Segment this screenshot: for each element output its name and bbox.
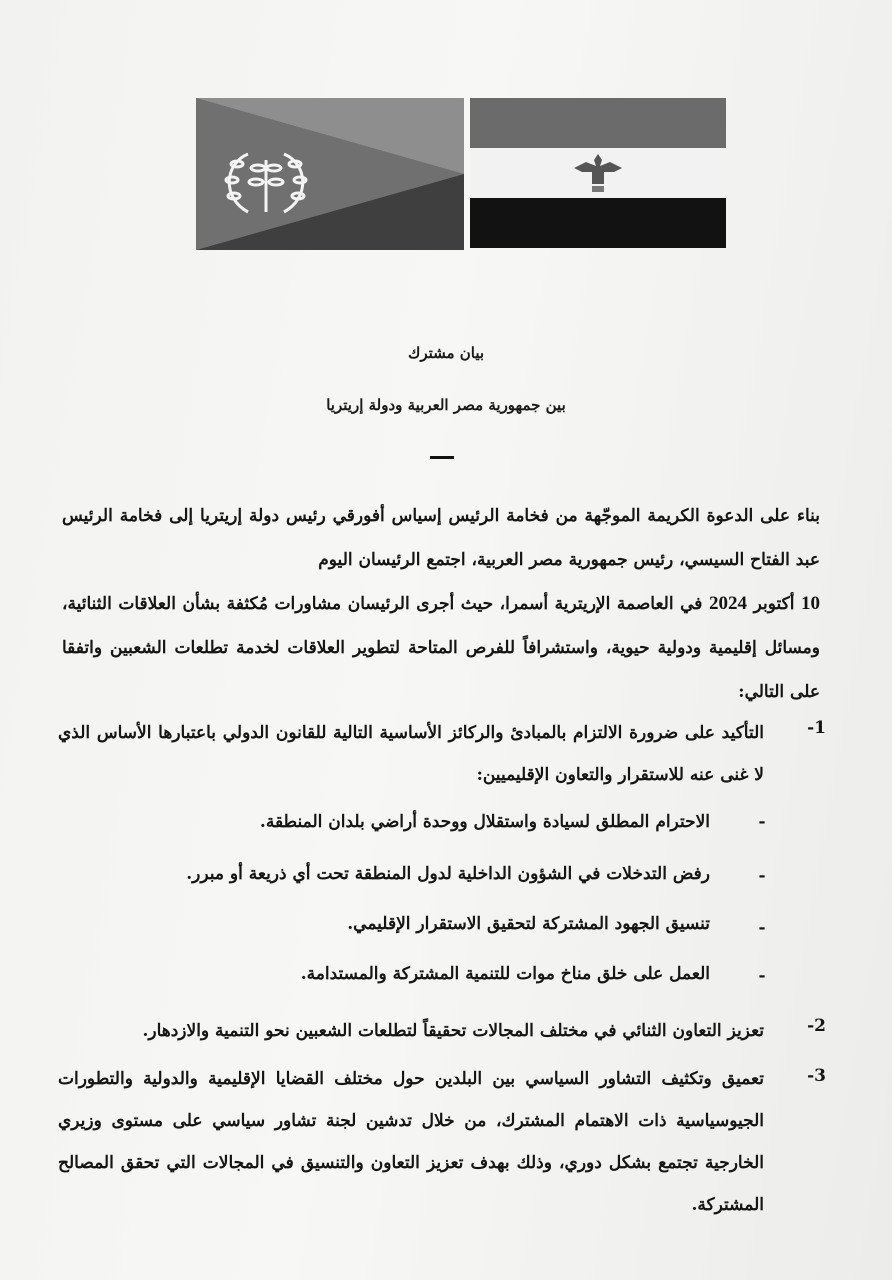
egypt-flag-icon <box>470 98 726 248</box>
item-text-3: تعميق وتكثيف التشاور السياسي بين البلدين حول مختلف القضايا الإقليمية والدولية والتطورات الجيوسياسية ذات الاهتمام المشترك، من خلال تدشين لجنة تشاور سياسي على مستوى وزيري الخارجية تجتمع بشكل دوري، وذلك بهدف تعزيز التعاون والتنسيق في المجالات التي تحقق المصالح المشتركة. <box>58 1069 764 1215</box>
intro-line1: بناء على الدعوة الكريمة الموجّهة من فخامة الرئيس إسياس أفورقي رئيس دولة إريتريا إلى فخامة الرئيس عبد الفتاح السيسي، رئيس جمهورية مصر العربية، اجتمع الرئيسان اليوم <box>62 506 820 570</box>
title-separator <box>430 456 454 459</box>
item-text-2: تعزيز التعاون الثنائي في مختلف المجالات تحقيقاً لتطلعات الشعبين نحو التنمية والازدهار. <box>142 1021 764 1041</box>
bullet-marker-2: - <box>758 866 766 886</box>
item-text-1: التأكيد على ضرورة الالتزام بالمبادئ والركائز الأساسية التالية للقانون الدولي باعتبارها الأساس الذي لا غنى عنه للاستقرار والتعاون الإقليميين: <box>58 723 764 785</box>
flags-header <box>196 98 726 250</box>
bullet-marker-1: - <box>758 812 766 832</box>
flag-stripe-top <box>470 98 726 148</box>
date-year: 2024 <box>709 593 748 614</box>
bullet-text-4: العمل على خلق مناخ موات للتنمية المشتركة والمستدامة. <box>300 964 710 984</box>
eagle-of-saladin-icon <box>570 150 626 196</box>
item-number-3: -3 <box>807 1066 826 1086</box>
item-number-1: -1 <box>807 718 826 738</box>
document-title: بيان مشترك <box>407 344 485 362</box>
date-month: أكتوبر <box>753 594 795 614</box>
bullet-text-3: تنسيق الجهود المشتركة لتحقيق الاستقرار الإقليمي. <box>347 914 710 934</box>
bullet-text-2: رفض التدخلات في الشؤون الداخلية لدول المنطقة تحت أي ذريعة أو مبرر. <box>186 864 710 884</box>
bullet-marker-4: - <box>758 966 766 986</box>
item-number-2: -2 <box>807 1016 826 1036</box>
document-subtitle: بين جمهورية مصر العربية ودولة إريتريا <box>326 396 566 414</box>
intro-line2: في العاصمة الإريترية أسمرا، حيث أجرى الرئيسان مشاورات مُكثفة بشأن العلاقات الثنائية، ومسائل إقليمية ودولية حيوية، واستشرافاً للفرص المتاحة لتطوير العلاقات لخدمة تطلعات الشعبين واتفقا على التالي: <box>62 594 820 702</box>
bullet-text-1: الاحترام المطلق لسيادة واستقلال ووحدة أراضي بلدان المنطقة. <box>259 812 710 832</box>
date-day: 10 <box>801 593 821 614</box>
intro-paragraph <box>62 494 820 714</box>
flag-stripe-bottom <box>470 198 726 248</box>
eritrea-flag-icon <box>196 98 464 250</box>
bullet-marker-3: - <box>758 918 766 938</box>
